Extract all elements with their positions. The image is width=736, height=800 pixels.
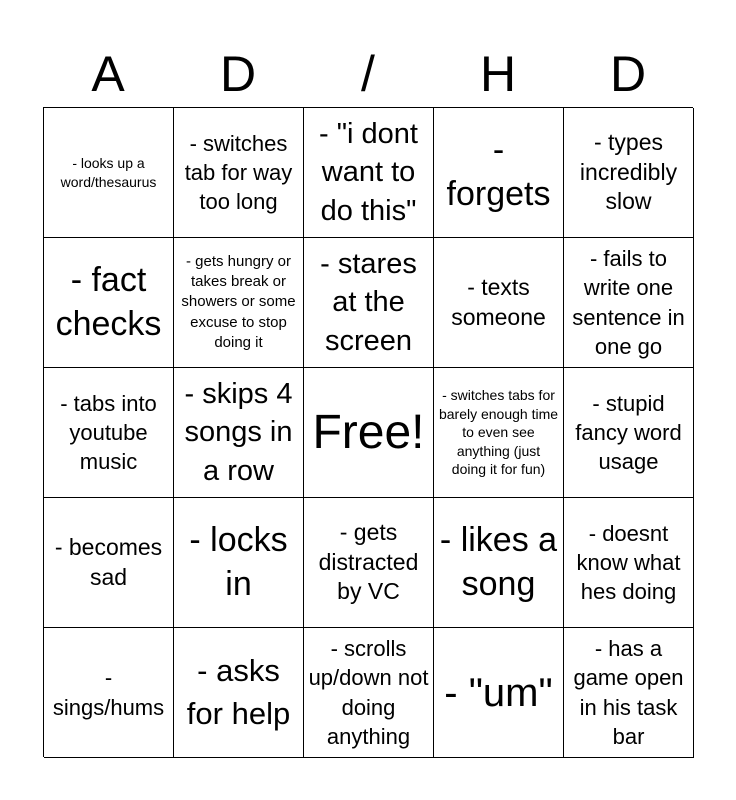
bingo-cell[interactable] — [434, 108, 564, 238]
cell-text: - asks for help — [186, 652, 291, 731]
bingo-header — [43, 40, 693, 108]
cell-text: - stares at the screen — [320, 248, 417, 357]
cell-text: - forgets — [446, 131, 551, 213]
cell-text: - fails to write one sentence in one go — [572, 246, 685, 359]
bingo-board — [43, 107, 693, 757]
cell-text: - switches tabs for barely enough time to even see anything (just doing it for fun) — [438, 386, 559, 478]
cell-text: - doesnt know what hes doing — [576, 520, 681, 605]
cell-text: - "um" — [444, 670, 553, 715]
cell-text: - gets hungry or takes break or showers or some excuse to stop doing it — [181, 252, 296, 351]
bingo-cell[interactable] — [304, 108, 434, 238]
cell-text: - looks up a word/thesaurus — [60, 154, 157, 190]
bingo-cell[interactable] — [174, 498, 304, 628]
bingo-cell[interactable] — [434, 498, 564, 628]
bingo-cell[interactable] — [174, 238, 304, 368]
bingo-cell[interactable] — [44, 368, 174, 498]
bingo-cell[interactable] — [174, 368, 304, 498]
header-letter-d: D — [219, 46, 257, 102]
free-space-text: Free! — [312, 405, 425, 459]
cell-text: - likes a song — [439, 521, 558, 603]
cell-text: - fact checks — [55, 261, 162, 343]
bingo-cell[interactable] — [434, 368, 564, 498]
bingo-cell[interactable] — [434, 238, 564, 368]
bingo-cell[interactable] — [434, 628, 564, 758]
header-letter-a: A — [91, 46, 125, 102]
bingo-cell[interactable] — [564, 108, 694, 238]
cell-text: - sings/hums — [52, 665, 165, 720]
bingo-cell[interactable] — [564, 498, 694, 628]
cell-text: - gets distracted by VC — [318, 518, 419, 605]
free-space[interactable] — [304, 368, 434, 498]
bingo-cell[interactable] — [564, 368, 694, 498]
cell-text: - locks in — [189, 521, 288, 603]
header-letter-h: H — [479, 46, 517, 102]
bingo-cell[interactable] — [304, 628, 434, 758]
bingo-cell[interactable] — [44, 498, 174, 628]
cell-text: - switches tab for way too long — [184, 130, 293, 215]
bingo-cell[interactable] — [44, 238, 174, 368]
cell-text: - skips 4 songs in a row — [184, 378, 293, 487]
cell-text: - has a game open in his task bar — [573, 636, 684, 749]
header-letter-slash: / — [361, 46, 375, 102]
cell-text: - becomes sad — [54, 533, 163, 590]
cell-text: - types incredibly slow — [579, 128, 678, 215]
bingo-cell[interactable] — [44, 108, 174, 238]
bingo-cell[interactable] — [44, 628, 174, 758]
cell-text: - texts someone — [451, 273, 546, 330]
cell-text: - scrolls up/down not doing anything — [308, 636, 429, 749]
cell-text: - stupid fancy word usage — [575, 390, 682, 475]
bingo-cell[interactable] — [304, 238, 434, 368]
cell-text: - "i dont want to do this" — [319, 118, 418, 227]
header-letter-d2: D — [609, 46, 647, 102]
bingo-cell[interactable] — [564, 238, 694, 368]
bingo-cell[interactable] — [564, 628, 694, 758]
bingo-cell[interactable] — [304, 498, 434, 628]
cell-text: - tabs into youtube music — [60, 390, 157, 475]
bingo-cell[interactable] — [174, 628, 304, 758]
bingo-cell[interactable] — [174, 108, 304, 238]
